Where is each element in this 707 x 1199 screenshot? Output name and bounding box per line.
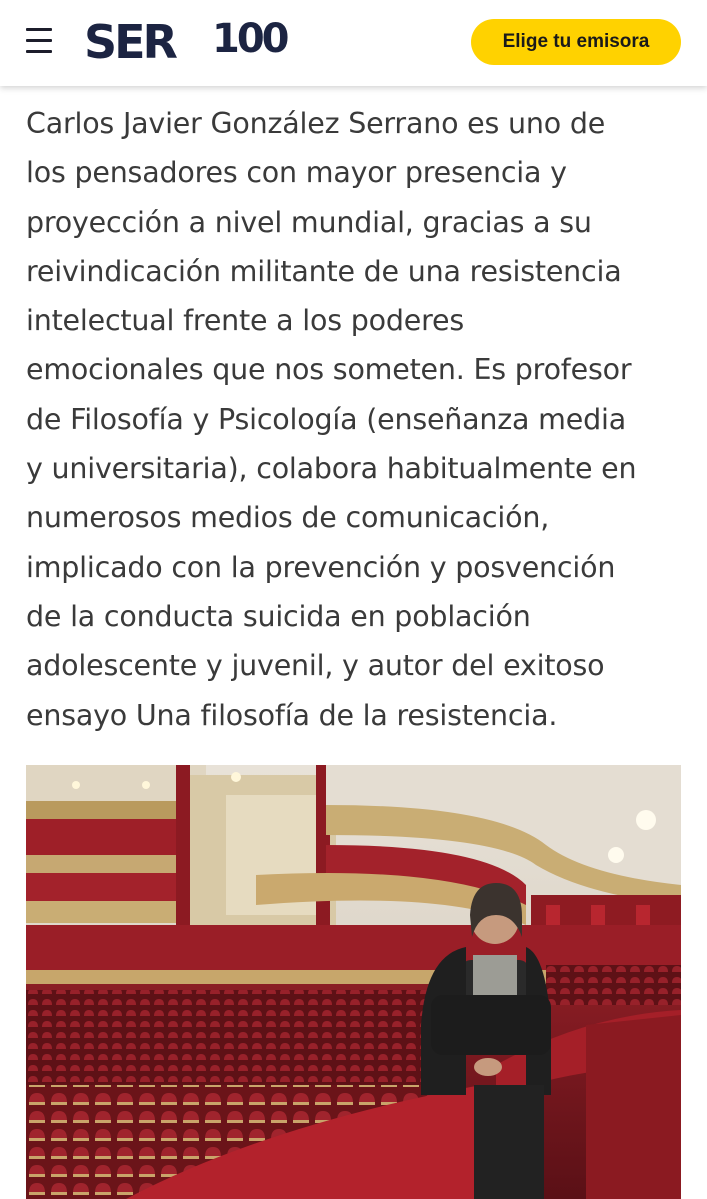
hamburger-menu-icon[interactable] <box>24 24 54 58</box>
choose-station-button[interactable]: Elige tu emisora <box>471 19 681 65</box>
top-header <box>0 0 707 86</box>
article-photo <box>26 765 681 1199</box>
article-paragraph: Carlos Javier González Serrano es uno de los pensadores con mayor presencia y proyección a nivel mundial, gracias a su reivindicación militante de una resistencia intelectual frente a los poderes emocionales que nos someten. Es profesor de Filosofía y Psicología (enseñanza media y universitaria), colabora habitualmente en numerosos medios de comunicación, implicado con la prevención y posvención de la conducta suicida en población adolescente y juvenil, y autor del exitoso ensayo Una filosofía de la resistencia. <box>26 107 637 732</box>
logo-number: 100 <box>212 16 287 62</box>
logo-text: SER <box>84 15 175 69</box>
ser-100-logo[interactable] <box>84 16 304 68</box>
theater-photo-image <box>26 765 681 1199</box>
